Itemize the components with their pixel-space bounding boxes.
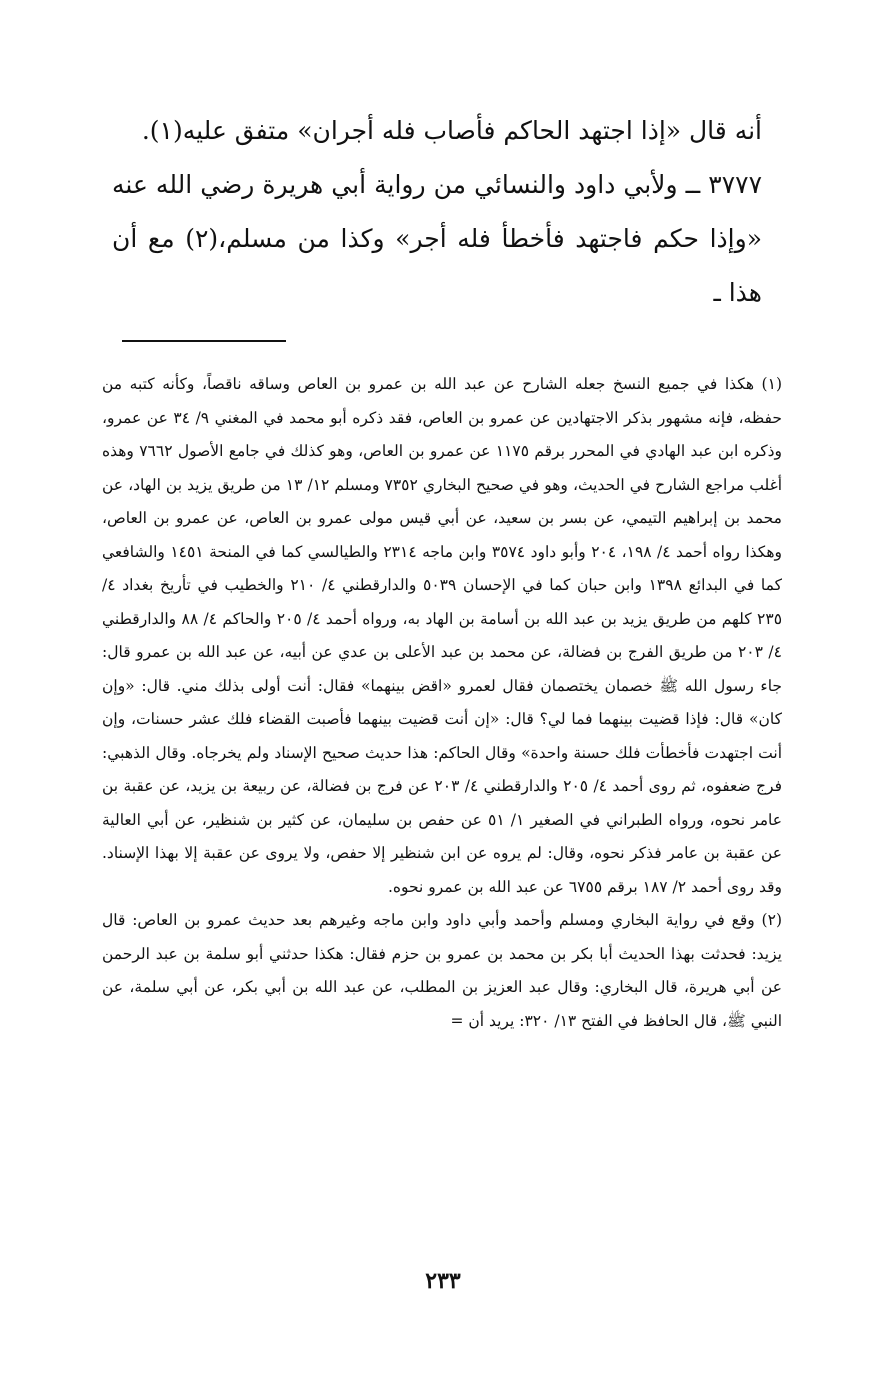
main-text xyxy=(112,104,762,320)
footnotes xyxy=(102,368,782,1038)
footnote-separator xyxy=(122,340,286,342)
footnote-2: (٢) وقع في رواية البخاري ومسلم وأحمد وأبي داود وابن ماجه وغيرهم بعد حديث عمرو بن العاص: قال يزيد: فحدثت بهذا الحديث أبا بكر بن محمد بن عمرو بن حزم فقال: هكذا حدثني أبو سلمة بن عبد الرحمن عن أبي هريرة، قال البخاري: وقال عبد العزيز بن المطلب، عن عبد الله بن أبي بكر، عن أبي سلمة، عن النبي ﷺ، قال الحافظ في الفتح ١٣/ ٣٢٠: يريد أن = xyxy=(102,911,782,1030)
main-paragraph-1: أنه قال «إذا اجتهد الحاكم فأصاب فله أجران» متفق عليه(١). xyxy=(141,116,762,145)
main-paragraph-2: ٣٧٧٧ ــ ولأبي داود والنسائي من رواية أبي هريرة رضي الله عنه «وإذا حكم فاجتهد فأخطأ فله أجر» وكذا من مسلم،(٢) مع أن هذا ـ xyxy=(112,170,762,307)
footnote-1: (١) هكذا في جميع النسخ جعله الشارح عن عبد الله بن عمرو بن العاص وساقه ناقصاً، وكأنه كتبه من حفظه، فإنه مشهور بذكر الاجتهادين عن عمرو بن العاص، فقد ذكره أبو محمد في المغني ٩/ ٣٤ عن عمرو، وذكره ابن عبد الهادي في المحرر برقم ١١٧٥ عن عمرو بن العاص، وهو كذلك في جامع الأصول ٧٦٦٢ وهذه أغلب مراجع الشارح في الحديث، وهو في صحيح البخاري ٧٣٥٢ ومسلم ١٢/ ١٣ من طريق يزيد بن الهاد، عن محمد بن إبراهيم التيمي، عن بسر بن سعيد، عن أبي قيس مولى عمرو بن العاص، عن عمرو بن العاص، وهكذا رواه أحمد ٤/ ١٩٨، ٢٠٤ وأبو داود ٣٥٧٤ وابن ماجه ٢٣١٤ والطيالسي كما في المنحة ١٤٥١ والشافعي كما في البدائع ١٣٩٨ وابن حبان كما في الإحسان ٥٠٣٩ والدارقطني ٤/ ٢١٠ والخطيب في تأريخ بغداد ٤/ ٢٣٥ كلهم من طريق يزيد بن عبد الله بن أسامة بن الهاد به، ورواه أحمد ٤/ ٢٠٥ والحاكم ٤/ ٨٨ والدارقطني ٤/ ٢٠٣ من طريق الفرج بن فضالة، عن محمد بن عبد الأعلى بن عدي عن أبيه، عن عبد الله بن عمرو قال: جاء رسول الله ﷺ خصمان يختصمان فقال لعمرو «اقض بينهما» فقال: أنت أولى بذلك مني. قال: «وإن كان» قال: فإذا قضيت بينهما فما لي؟ قال: «إن أنت قضيت بينهما فأصبت القضاء فلك عشر حسنات، وإن أنت اجتهدت فأخطأت فلك حسنة واحدة» وقال الحاكم: هذا حديث صحيح الإسناد ولم يخرجاه. وقال الذهبي: فرج ضعفوه، ثم روى أحمد ٤/ ٢٠٥ والدارقطني ٤/ ٢٠٣ عن فرج بن فضالة، عن ربيعة بن يزيد، عن عقبة بن عامر نحوه، ورواه الطبراني في الصغير ١/ ٥١ عن حفص بن سليمان، عن كثير بن شنظير، عن أبي العالية عن عقبة بن عامر فذكر نحوه، وقال: لم يروه عن ابن شنظير إلا حفص، ولا يروى عن عقبة إلا بهذا الإسناد. وقد روى أحمد ٢/ ١٨٧ برقم ٦٧٥٥ عن عبد الله بن عمرو نحوه. xyxy=(102,375,783,896)
page-number: ٢٣٣ xyxy=(425,1268,461,1294)
